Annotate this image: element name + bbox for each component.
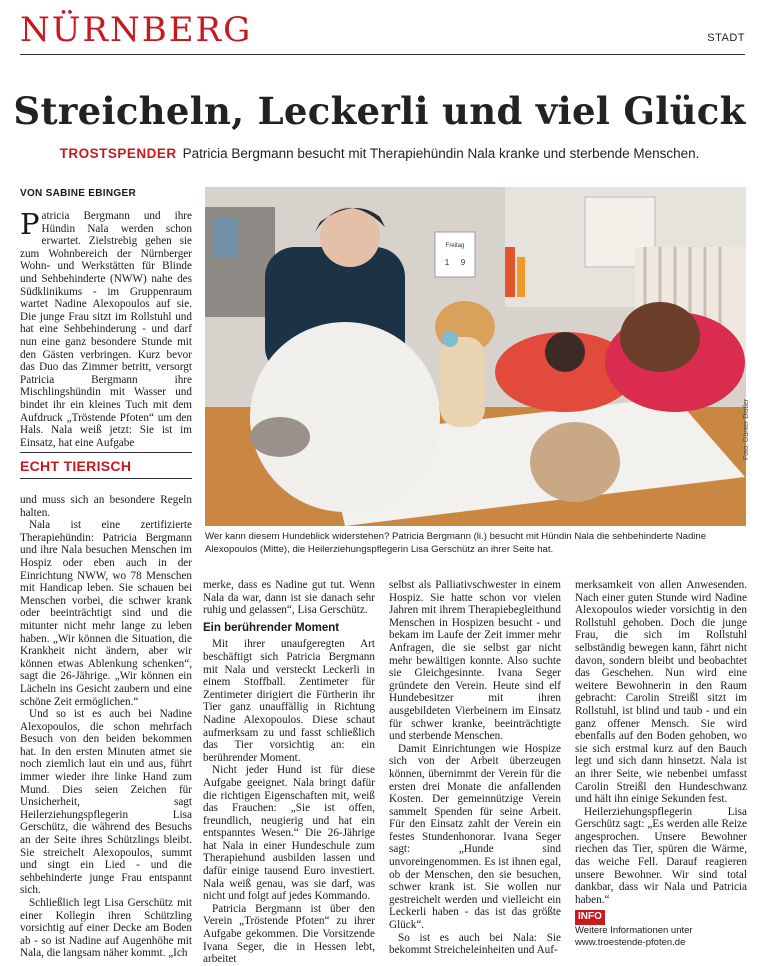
info-text: Weitere Informationen unter www.troestende-pfoten.de — [575, 925, 693, 948]
intro-column — [20, 207, 192, 449]
body-paragraph: Schließlich legt Lisa Gerschütz mit einer Kollegin ihren Schützling vorsichtig auf einer Decke am Boden ab - so ist Nadine auf Augenhöhe mit Nala, die langsam näher kommt. „Ich — [20, 897, 192, 960]
body-paragraph: merksamkeit von allen Anwesenden. Nach einer guten Stunde wird Nadine Alexopoulos wieder vorsichtig in den Rollstuhl gehoben. Doch die junge Frau, die sich im Rollstuhl selbständig bewegen kann, fährt nicht davon, sondern bleibt und beobachtet das Geschehen. Nun wird eine weitere Bewohnerin in den Raum gebracht: Carolin Streißl sitzt im Rollstuhl, ist blind und taub - und ein ganz offener Mensch. Sie wird ebenfalls auf den Boden gehoben, wo sie sich erstmal kurz auf den Bauch legt und sich dann hinsetzt. Nala ist an ihrer Seite, wie nebenbei umfasst Carolin Streißl den Hundeschwanz und hält ihn einige Sekunden fest. — [575, 579, 747, 806]
body-paragraph: selbst als Palliativschwester in einem Hospiz. Sie hatte schon vor vielen Jahren mit ihrem Therapiebegleithund Menschen in Hospizen besucht - und bekam im Laufe der Zeit immer mehr Anfragen, die sie selbst gar nicht mehr bewältigen konnte. Also suchte sie Gleichgesinnte. Ivana Seger gründete den Verein. Heute sind elf Hundebesitzer mit ihren ausgebildeten Vierbeinern im Einsatz für schwer kranke, beeinträchtigte und sterbende Menschen. — [389, 579, 561, 743]
calendar-label: Freitag — [445, 243, 465, 249]
intro-paragraph — [20, 207, 192, 449]
drop-cap: P — [20, 207, 40, 241]
body-column-1 — [20, 494, 192, 960]
feature-box-title: ECHT TIERISCH — [20, 452, 192, 479]
byline: VON SABINE EBINGER — [20, 188, 136, 199]
photo-illustration — [205, 187, 746, 526]
body-paragraph: Nicht jeder Hund ist für diese Aufgabe geeignet. Nala bringt dafür die richtigen Eigenschaften mit, weiß das Frauchen: „Sie ist offen, freundlich, neugierig und hat ein entspanntes Wesen.“ Die 26-Jährige hat Nala in einer Hundeschule zum Therapiehund ausbilden lassen und dafür einige tausend Euro investiert. Nala weiß genau, was sie darf, was nicht und folgt auf jedes Kommando. — [203, 764, 375, 903]
calendar-number-1: 1 — [444, 258, 450, 267]
body-paragraph: Und so ist es auch bei Nadine Alexopoulos, die schon mehrfach Besuch von den beiden bekommen hat. In den ersten Minuten atmet sie noch ziemlich laut ein und aus, führt immer wieder ihre linke Hand zum Mund. Dies seien Zeichen für Unsicherheit, sagt Heilerziehungspflegerin Lisa Gerschütz, die während des Besuchs an der Seite ihres Schützlings bleibt. Sie streichelt Alexopoulos, summt und singt ein Lied - und die sehbehinderte junge Frau entspannt sich. — [20, 708, 192, 897]
article-headline: Streicheln, Leckerli und viel Glück — [13, 89, 746, 133]
subtitle: Patricia Bergmann besucht mit Therapiehündin Nala kranke und sterbende Menschen. — [182, 146, 700, 161]
section-tag: STADT — [707, 32, 745, 44]
article-photo — [205, 187, 746, 526]
article-subheadline — [0, 146, 759, 161]
calendar-number-2: 9 — [460, 258, 466, 267]
body-column-3 — [389, 579, 561, 957]
section-title: NÜRNBERG — [20, 10, 253, 50]
body-paragraph: Mit ihrer unaufgeregten Art beschäftigt sich Patricia Bergmann mit Nala und versteckt Leckerli in einem Stoffball. Zentimeter für Zentimeter dirigiert die Fürtherin ihr Tier ganz unauffällig in Richtung Nadine Alexopoulos. Diese schaut aufmerksam zu und fasst schließlich das Tier vorsichtig an: ein berührender Moment. — [203, 638, 375, 764]
intro-text: atricia Bergmann und ihre Hündin Nala werden schon erwartet. Zielstrebig gehen sie zum Wohnbereich der Nürnberger Wohn- und Werkstätten für Blinde und Sehbehinderte (NWW) nahe des Südklinikums - im Gruppenraum wartet Nadine Alexopoulos auf sie. Die junge Frau sitzt im Rollstuhl und hat eine Sehbehinderung - und darf nun eine ganz besondere Stunde mit den Gästen verbringen. Kurz bevor das Duo das Zimmer betritt, versorgt Patricia Bergmann ihre Mischlingshündin mit Wasser und bindet ihr ein kleines Tuch mit dem Aufdruck „Tröstende Pfoten“ um den Hals. Nala weiß jetzt: Sie ist im Einsatz, hat eine Aufgabe — [20, 210, 192, 449]
body-paragraph: merke, dass es Nadine gut tut. Wenn Nala da war, dann ist sie danach sehr ruhig und gelassen“, Lisa Gerschütz. — [203, 579, 375, 617]
kicker: TROSTSPENDER — [59, 146, 177, 161]
body-paragraph: Patricia Bergmann ist über den Verein „Tröstende Pfoten“ zu ihrer Aufgabe gekommen. Die Vorsitzende Ivana Seger, die in Hessen lebt, arbeitet — [203, 902, 375, 966]
body-paragraph: So ist es auch bei Nala: Sie bekommt Streicheleinheiten und Auf- — [389, 931, 561, 957]
body-paragraph: Heilerziehungspflegerin Lisa Gerschütz sagt: „Es werden alle Reize angesprochen. Unsere Bewohner riechen das Tier, spüren die Wärme, das weiche Fell. Darauf reagieren unsere Bewohner. Wir sind total dankbar, dass wir Nala und Patricia haben.“ — [575, 805, 747, 906]
photo-caption: Wer kann diesem Hundeblick widerstehen? Patricia Bergmann (li.) besucht mit Hündin Nala die sehbehinderte Nadine Alexopoulos (Mitte), die Heilerziehungspflegerin Lisa Gerschütz an ihrer Seite hat. — [205, 531, 707, 555]
header-divider — [20, 54, 745, 55]
body-column-2 — [203, 579, 375, 966]
photo-credit: Foto: Günter Distler — [743, 398, 750, 460]
body-column-4 — [575, 579, 747, 948]
info-badge: INFO — [575, 910, 605, 925]
body-paragraph: Nala ist eine zertifizierte Therapiehündin: Patricia Bergmann und ihre Nala besuchen Menschen im Hospiz oder eben auch in der Einrichtung NWW, wo 78 Menschen mit Handicap leben. Sie schauen bei Menschen vorbei, die schwer krank oder beeinträchtigt sind und die mitunter nicht mehr lange zu leben haben. „Wir können die Situation, die Krankheit nicht ändern, aber wir können etwas Ablenkung schenken“, sagt die 26-Jährige. „Wir können ein Lächeln ins Gesicht zaubern und eine schöne Zeit ermöglichen.“ — [20, 519, 192, 708]
body-paragraph: und muss sich an besondere Regeln halten. — [20, 494, 192, 519]
body-paragraph: Damit Einrichtungen wie Hospize sich von der Arbeit überzeugen können, übernimmt der Verein für die ersten drei Monate die anfallenden Kosten. Der gemeinnützige Verein sammelt Spenden für seine Arbeit. Für den Einsatz zahlt der Verein ein festes Stundenhonorar. Ivana Seger sagt: „Hunde sind unvoreingenommen. Es ist ihnen egal, ob der Menschen, den sie besuchen, schwer krank ist. Sie wollen nur gestreichelt werden und vielleicht ein Leckerli haben - das ist das größte Glück“. — [389, 742, 561, 932]
subheading: Ein berührender Moment — [203, 621, 340, 634]
